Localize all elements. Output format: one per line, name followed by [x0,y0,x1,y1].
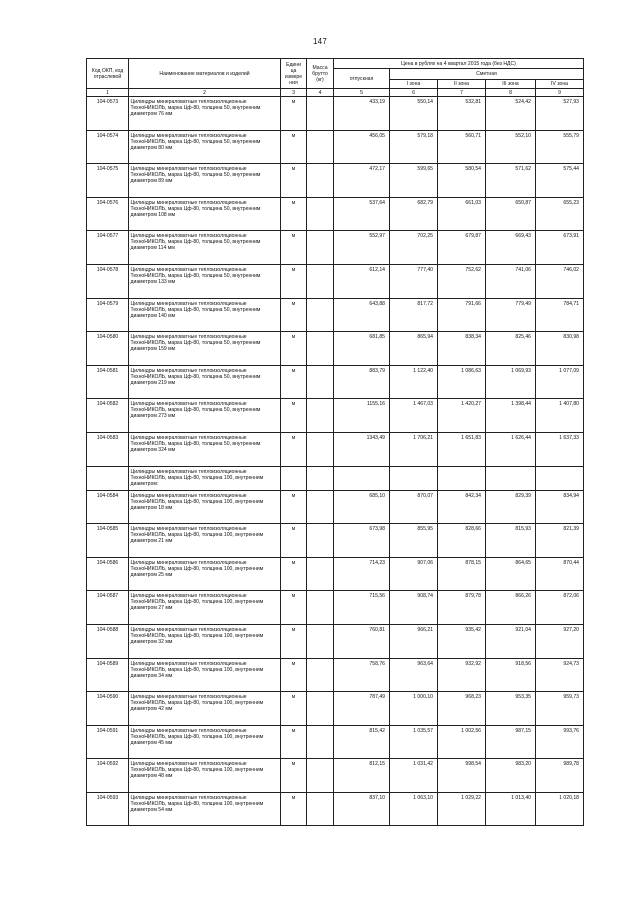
cell-mass [307,792,334,826]
header-zone-4: IV зона [536,80,584,89]
cell-unit: м [281,399,307,433]
table-row [87,792,584,826]
cell-unit: м [281,692,307,726]
cell-z4: 830,98 [536,332,584,366]
cell-z3: 1 398,44 [486,399,536,433]
table-row [87,759,584,793]
cell-z2: 791,66 [438,298,486,332]
cell-z3: 953,35 [486,692,536,726]
index-cell: 2 [129,89,281,97]
cell-z2: 878,15 [438,557,486,591]
index-cell: 8 [486,89,536,97]
cell-z4: 959,73 [536,692,584,726]
cell-mass [307,557,334,591]
cell-z1: 817,72 [390,298,438,332]
table-row [87,231,584,265]
cell-z3: 741,06 [486,264,536,298]
cell-z3: 552,10 [486,130,536,164]
cell-code: 104-0582 [87,399,129,433]
cell-code: 104-0578 [87,264,129,298]
cell-z4: 746,02 [536,264,584,298]
cell-release: 1343,49 [334,432,390,466]
cell-z4: 927,20 [536,624,584,658]
cell-z3: 650,87 [486,197,536,231]
cell-z1: 865,94 [390,332,438,366]
cell-z2: 1 420,27 [438,399,486,433]
index-cell: 7 [438,89,486,97]
cell-code: 104-0589 [87,658,129,692]
cell-name: Цилиндры минераловатные теплоизоляционные ТехноНИКОЛЬ, марка Цф-80, толщина 50, внутренним диаметром 324 мм [129,432,281,466]
cell-code: 104-0593 [87,792,129,826]
cell-unit [281,466,307,490]
table-row [87,624,584,658]
cell-mass [307,591,334,625]
cell-z2: 560,71 [438,130,486,164]
cell-z1: 702,25 [390,231,438,265]
cell-name: Цилиндры минераловатные теплоизоляционные ТехноНИКОЛЬ, марка Цф-80, толщина 50, внутренним диаметром 219 мм [129,365,281,399]
cell-z3: 864,65 [486,557,536,591]
cell-code: 104-0584 [87,490,129,524]
cell-mass [307,130,334,164]
cell-z2: 1 002,56 [438,725,486,759]
cell-name: Цилиндры минераловатные теплоизоляционные ТехноНИКОЛЬ, марка Цф-80, толщина 100, внутренним диаметром 45 мм [129,725,281,759]
cell-z1: 908,74 [390,591,438,625]
cell-name: Цилиндры минераловатные теплоизоляционные ТехноНИКОЛЬ, марка Цф-80, толщина 50, внутренним диаметром 159 мм [129,332,281,366]
cell-z4: 989,78 [536,759,584,793]
cell-unit: м [281,658,307,692]
cell-mass [307,524,334,558]
cell-name: Цилиндры минераловатные теплоизоляционные ТехноНИКОЛЬ, марка Цф-80, толщина 50, внутренним диаметром 273 мм [129,399,281,433]
cell-code: 104-0590 [87,692,129,726]
cell-z1: 870,07 [390,490,438,524]
cell-name: Цилиндры минераловатные теплоизоляционные ТехноНИКОЛЬ, марка Цф-80, толщина 50, внутренним диаметром 114 мм [129,231,281,265]
cell-z1: 579,18 [390,130,438,164]
cell-name: Цилиндры минераловатные теплоизоляционные ТехноНИКОЛЬ, марка Цф-80, толщина 50, внутренним диаметром 76 мм [129,97,281,131]
cell-z3: 815,93 [486,524,536,558]
cell-name: Цилиндры минераловатные теплоизоляционные ТехноНИКОЛЬ, марка Цф-80, толщина 100, внутренним диаметром 34 мм [129,658,281,692]
table-row [87,365,584,399]
cell-z1: 1 706,21 [390,432,438,466]
cell-z3: 918,56 [486,658,536,692]
cell-code: 104-0585 [87,524,129,558]
cell-code: 104-0586 [87,557,129,591]
cell-z2: 661,03 [438,197,486,231]
cell-unit: м [281,557,307,591]
cell-z1: 966,21 [390,624,438,658]
cell-z4: 1 020,18 [536,792,584,826]
cell-release: 715,56 [334,591,390,625]
cell-unit: м [281,332,307,366]
cell-mass [307,264,334,298]
cell-z3: 779,49 [486,298,536,332]
cell-mass [307,658,334,692]
cell-mass [307,759,334,793]
cell-mass [307,432,334,466]
cell-z4: 527,93 [536,97,584,131]
cell-name: Цилиндры минераловатные теплоизоляционные ТехноНИКОЛЬ, марка Цф-80, толщина 100, внутренним диаметром 48 мм [129,759,281,793]
cell-name: Цилиндры минераловатные теплоизоляционные ТехноНИКОЛЬ, марка Цф-80, толщина 100, внутренним диаметром 18 мм [129,490,281,524]
table-row [87,692,584,726]
cell-z3: 1 013,40 [486,792,536,826]
cell-code: 104-0575 [87,164,129,198]
index-cell: 5 [334,89,390,97]
cell-z4: 555,79 [536,130,584,164]
cell-name: Цилиндры минераловатные теплоизоляционные ТехноНИКОЛЬ, марка Цф-80, толщина 100, внутренним диаметром: [129,466,281,490]
cell-code: 104-0577 [87,231,129,265]
cell-z4: 1 407,80 [536,399,584,433]
cell-z3: 524,42 [486,97,536,131]
cell-z1: 550,14 [390,97,438,131]
cell-code: 104-0583 [87,432,129,466]
table-row [87,725,584,759]
cell-mass [307,97,334,131]
cell-unit: м [281,591,307,625]
cell-unit: м [281,130,307,164]
cell-release: 714,23 [334,557,390,591]
cell-code: 104-0587 [87,591,129,625]
table-row [87,197,584,231]
cell-name: Цилиндры минераловатные теплоизоляционные ТехноНИКОЛЬ, марка Цф-80, толщина 50, внутренним диаметром 89 мм [129,164,281,198]
cell-z4: 834,94 [536,490,584,524]
cell-z1: 1 031,42 [390,759,438,793]
cell-z1: 855,95 [390,524,438,558]
table-row [87,524,584,558]
cell-release [334,466,390,490]
header-name: Наименование материалов и изделий [129,59,281,89]
cell-mass [307,298,334,332]
cell-name: Цилиндры минераловатные теплоизоляционные ТехноНИКОЛЬ, марка Цф-80, толщина 100, внутренним диаметром 21 мм [129,524,281,558]
column-index-row [87,89,584,97]
price-table [86,58,584,826]
header-zone-1: I зона [390,80,438,89]
cell-z3: 1 069,93 [486,365,536,399]
cell-code: 104-0588 [87,624,129,658]
cell-release: 537,64 [334,197,390,231]
table-row [87,591,584,625]
cell-unit: м [281,759,307,793]
header-mass: Масса брутто (кг) [307,59,334,89]
cell-release: 787,49 [334,692,390,726]
cell-z2 [438,466,486,490]
cell-z4: 870,44 [536,557,584,591]
cell-unit: м [281,164,307,198]
cell-mass [307,490,334,524]
table-row [87,130,584,164]
cell-z3: 1 626,44 [486,432,536,466]
cell-code: 104-0580 [87,332,129,366]
header-zone-2: II зона [438,80,486,89]
cell-z2: 1 651,83 [438,432,486,466]
cell-z2: 879,78 [438,591,486,625]
cell-z4 [536,466,584,490]
cell-z2: 842,34 [438,490,486,524]
cell-release: 456,05 [334,130,390,164]
index-cell: 4 [307,89,334,97]
cell-z1 [390,466,438,490]
table-row [87,658,584,692]
cell-z4: 872,06 [536,591,584,625]
cell-mass [307,692,334,726]
cell-z3: 829,39 [486,490,536,524]
cell-code [87,466,129,490]
cell-release: 472,17 [334,164,390,198]
cell-z1: 1 035,57 [390,725,438,759]
cell-z2: 580,54 [438,164,486,198]
cell-code: 104-0579 [87,298,129,332]
cell-unit: м [281,490,307,524]
cell-z2: 1 086,63 [438,365,486,399]
index-cell: 9 [536,89,584,97]
table-row [87,490,584,524]
cell-z1: 1 000,10 [390,692,438,726]
cell-unit: м [281,432,307,466]
cell-name: Цилиндры минераловатные теплоизоляционные ТехноНИКОЛЬ, марка Цф-80, толщина 50, внутренним диаметром 80 мм [129,130,281,164]
table-row [87,264,584,298]
cell-name: Цилиндры минераловатные теплоизоляционные ТехноНИКОЛЬ, марка Цф-80, толщина 100, внутренним диаметром 25 мм [129,557,281,591]
cell-unit: м [281,197,307,231]
cell-mass [307,624,334,658]
table-row [87,298,584,332]
table-row [87,466,584,490]
header-price: Цена в рублях на 4 квартал 2015 года (без НДС) [334,59,584,69]
table-row [87,164,584,198]
cell-code: 104-0591 [87,725,129,759]
cell-unit: м [281,365,307,399]
cell-release: 685,10 [334,490,390,524]
cell-z4: 821,39 [536,524,584,558]
cell-z2: 752,62 [438,264,486,298]
table-body [87,97,584,826]
cell-z3: 866,26 [486,591,536,625]
cell-release: 612,14 [334,264,390,298]
cell-z4: 673,91 [536,231,584,265]
cell-z4: 924,73 [536,658,584,692]
header-zone-3: III зона [486,80,536,89]
cell-z1: 682,79 [390,197,438,231]
cell-z4: 1 637,33 [536,432,584,466]
cell-name: Цилиндры минераловатные теплоизоляционные ТехноНИКОЛЬ, марка Цф-80, толщина 50, внутренним диаметром 140 мм [129,298,281,332]
cell-name: Цилиндры минераловатные теплоизоляционные ТехноНИКОЛЬ, марка Цф-80, толщина 100, внутренним диаметром 27 мм [129,591,281,625]
cell-release: 552,97 [334,231,390,265]
cell-mass [307,231,334,265]
index-cell: 3 [281,89,307,97]
cell-unit: м [281,725,307,759]
table-row [87,399,584,433]
cell-z2: 838,34 [438,332,486,366]
cell-z2: 935,42 [438,624,486,658]
cell-unit: м [281,624,307,658]
cell-unit: м [281,524,307,558]
cell-z2: 998,54 [438,759,486,793]
table-row [87,97,584,131]
cell-release: 812,15 [334,759,390,793]
header-unit: Едини ца измере ния [281,59,307,89]
cell-z1: 963,64 [390,658,438,692]
cell-z2: 679,87 [438,231,486,265]
cell-mass [307,197,334,231]
index-cell: 6 [390,89,438,97]
cell-z3: 921,04 [486,624,536,658]
cell-z1: 1 467,03 [390,399,438,433]
cell-z4: 575,44 [536,164,584,198]
cell-unit: м [281,97,307,131]
cell-release: 883,79 [334,365,390,399]
cell-name: Цилиндры минераловатные теплоизоляционные ТехноНИКОЛЬ, марка Цф-80, толщина 100, внутренним диаметром 32 мм [129,624,281,658]
cell-mass [307,164,334,198]
table-row [87,557,584,591]
cell-code: 104-0573 [87,97,129,131]
cell-z1: 907,06 [390,557,438,591]
header-code: Код ОКП, код отраслевой [87,59,129,89]
table-row [87,432,584,466]
cell-z2: 828,66 [438,524,486,558]
cell-release: 837,10 [334,792,390,826]
cell-release: 760,81 [334,624,390,658]
cell-release: 433,19 [334,97,390,131]
header-release: отпускная [334,69,390,89]
cell-z4: 784,71 [536,298,584,332]
cell-name: Цилиндры минераловатные теплоизоляционные ТехноНИКОЛЬ, марка Цф-80, толщина 50, внутренним диаметром 133 мм [129,264,281,298]
cell-z4: 993,76 [536,725,584,759]
cell-z2: 968,23 [438,692,486,726]
cell-name: Цилиндры минераловатные теплоизоляционные ТехноНИКОЛЬ, марка Цф-80, толщина 100, внутренним диаметром 54 мм [129,792,281,826]
cell-code: 104-0574 [87,130,129,164]
cell-z3: 669,43 [486,231,536,265]
cell-code: 104-0581 [87,365,129,399]
cell-unit: м [281,231,307,265]
cell-release: 758,76 [334,658,390,692]
cell-unit: м [281,264,307,298]
cell-z3 [486,466,536,490]
cell-z3: 571,62 [486,164,536,198]
cell-release: 681,85 [334,332,390,366]
cell-unit: м [281,298,307,332]
table-row [87,332,584,366]
cell-z2: 932,92 [438,658,486,692]
cell-release: 643,88 [334,298,390,332]
cell-z3: 825,46 [486,332,536,366]
cell-z3: 987,15 [486,725,536,759]
index-cell: 1 [87,89,129,97]
cell-z1: 777,40 [390,264,438,298]
cell-code: 104-0576 [87,197,129,231]
cell-release: 815,42 [334,725,390,759]
cell-name: Цилиндры минераловатные теплоизоляционные ТехноНИКОЛЬ, марка Цф-80, толщина 100, внутренним диаметром 42 мм [129,692,281,726]
cell-z4: 1 077,09 [536,365,584,399]
cell-release: 673,98 [334,524,390,558]
cell-mass [307,399,334,433]
cell-code: 104-0592 [87,759,129,793]
cell-mass [307,332,334,366]
page-number: 147 [313,37,327,46]
cell-mass [307,725,334,759]
cell-z1: 1 063,10 [390,792,438,826]
header-estimate: Сметная [390,69,584,80]
cell-z1: 599,65 [390,164,438,198]
cell-mass [307,365,334,399]
cell-release: 1155,16 [334,399,390,433]
cell-unit: м [281,792,307,826]
cell-z4: 655,23 [536,197,584,231]
cell-z3: 983,20 [486,759,536,793]
cell-z2: 532,81 [438,97,486,131]
cell-name: Цилиндры минераловатные теплоизоляционные ТехноНИКОЛЬ, марка Цф-80, толщина 50, внутренним диаметром 108 мм [129,197,281,231]
cell-z2: 1 029,22 [438,792,486,826]
cell-z1: 1 122,40 [390,365,438,399]
cell-mass [307,466,334,490]
